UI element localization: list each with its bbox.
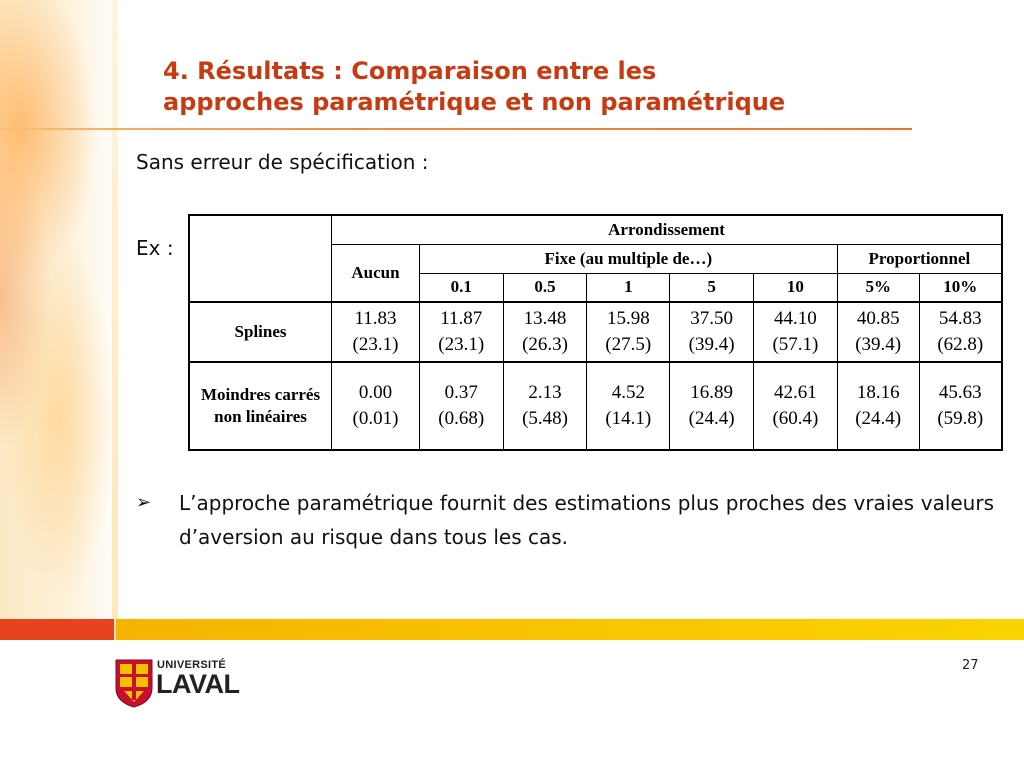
table-cell	[503, 302, 587, 362]
decorative-vertical-strip	[112, 0, 118, 640]
cell-sub: (24.4)	[688, 408, 735, 429]
cell-value: 0.37	[444, 382, 478, 403]
table-cell	[419, 362, 503, 450]
table-row-nls	[189, 362, 1002, 450]
column-header: 5%	[837, 273, 919, 302]
column-header: 10	[754, 273, 838, 302]
cell-sub: (23.1)	[352, 334, 399, 355]
table-cell	[419, 302, 503, 362]
header-proportional: Proportionnel	[837, 244, 1002, 273]
table-cell	[670, 362, 754, 450]
corner-cell	[189, 215, 332, 302]
cell-sub: (14.1)	[605, 408, 652, 429]
logo-laval-text: LAVAL	[156, 669, 240, 699]
table-cell	[919, 302, 1002, 362]
table-cell	[837, 362, 919, 450]
header-none: Aucun	[332, 244, 420, 302]
table-cell	[332, 362, 420, 450]
cell-value: 54.83	[938, 308, 982, 329]
arrow-bullet-icon: ➢	[136, 492, 152, 513]
table-cell	[587, 362, 670, 450]
bullet-text: L’approche paramétrique fournit des estimations plus proches des vraies valeurs d’aversion au risque dans tous les cas.	[179, 491, 994, 549]
footer-band-yellow	[116, 619, 1024, 640]
column-header: 0.1	[419, 273, 503, 302]
laval-shield-icon	[114, 658, 154, 708]
university-logo	[114, 658, 244, 708]
table-cell	[670, 302, 754, 362]
slide-title	[163, 56, 923, 118]
cell-value: 11.83	[354, 308, 397, 329]
cell-sub: (0.68)	[438, 408, 485, 429]
column-header: 1	[587, 273, 670, 302]
slide-title-line-2: approches paramétrique et non paramétrique	[163, 88, 786, 116]
cell-value: 18.16	[856, 382, 900, 403]
cell-sub: (39.4)	[688, 334, 735, 355]
row-label: Splines	[189, 302, 332, 362]
group-header: Arrondissement	[332, 215, 1002, 244]
cell-sub: (0.01)	[352, 408, 399, 429]
cell-value: 11.87	[440, 308, 483, 329]
table-cell	[919, 362, 1002, 450]
cell-value: 42.61	[774, 382, 817, 403]
table-cell	[332, 302, 420, 362]
column-header: 10%	[919, 273, 1002, 302]
table-row-splines	[189, 302, 1002, 362]
table-cell	[837, 302, 919, 362]
cell-value: 37.50	[690, 308, 733, 329]
bullet-point	[136, 486, 994, 554]
table-cell	[754, 362, 838, 450]
page-number: 27	[962, 658, 979, 673]
table-cell	[587, 302, 670, 362]
logo-university-text: UNIVERSITÉ	[157, 659, 227, 671]
cell-sub: (5.48)	[522, 408, 568, 429]
cell-value: 15.98	[606, 308, 650, 329]
cell-sub: (39.4)	[855, 334, 902, 355]
example-label: Ex :	[136, 236, 174, 260]
results-table	[188, 214, 1003, 451]
cell-sub: (27.5)	[605, 334, 652, 355]
cell-sub: (59.8)	[937, 408, 984, 429]
cell-value: 2.13	[528, 382, 562, 403]
slide-title-line-1: 4. Résultats : Comparaison entre les	[163, 57, 657, 85]
title-divider	[0, 128, 912, 130]
header-fixed: Fixe (au multiple de…)	[419, 244, 837, 273]
table-cell	[754, 302, 838, 362]
subtitle: Sans erreur de spécification :	[136, 150, 429, 174]
decorative-flame-background	[0, 0, 120, 640]
cell-sub: (26.3)	[522, 334, 568, 355]
cell-sub: (23.1)	[438, 334, 485, 355]
cell-value: 16.89	[690, 382, 733, 403]
row-label: Moindres carrés non linéaires	[189, 362, 332, 450]
cell-value: 0.00	[358, 382, 393, 403]
cell-sub: (62.8)	[937, 334, 984, 355]
cell-value: 4.52	[611, 382, 645, 403]
cell-sub: (57.1)	[772, 334, 819, 355]
cell-sub: (24.4)	[855, 408, 902, 429]
cell-value: 40.85	[856, 308, 900, 329]
table-cell	[503, 362, 587, 450]
cell-value: 45.63	[938, 382, 982, 403]
cell-sub: (60.4)	[772, 408, 819, 429]
footer-band-red	[0, 619, 114, 640]
column-header: 0.5	[503, 273, 587, 302]
cell-value: 44.10	[774, 308, 817, 329]
column-header: 5	[670, 273, 754, 302]
header-row-group	[189, 215, 1002, 244]
cell-value: 13.48	[523, 308, 567, 329]
